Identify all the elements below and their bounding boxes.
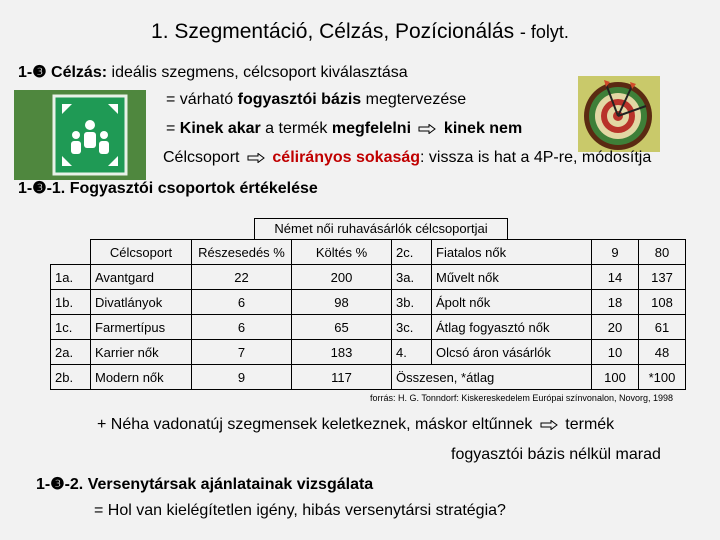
table-source: forrás: H. G. Tonndorf: Kiskereskedelem Európai színvonalon, Novorg, 1998 — [370, 393, 673, 403]
line4-highlight: célirányos sokaság — [272, 149, 421, 166]
table-cell-total: Összesen, *átlag — [392, 365, 592, 390]
table-cell: 200 — [292, 265, 392, 290]
table-cell: Divatlányok — [91, 290, 192, 315]
unmet-demand-line: = Hol van kielégítetlen igény, hibás versenytársi stratégia? — [94, 502, 506, 519]
table-cell: 2a. — [51, 340, 91, 365]
table-cell: Avantgard — [91, 265, 192, 290]
table-row — [51, 365, 686, 390]
table-row — [51, 340, 686, 365]
arrow-right-icon — [247, 153, 265, 163]
table-cell: 117 — [292, 365, 392, 390]
title-suffix: - folyt. — [519, 22, 569, 42]
table-cell: 61 — [639, 315, 686, 340]
table-cell: 3c. — [392, 315, 432, 340]
header-cell: Fiatalos nők — [432, 240, 592, 265]
line3-bold1: Kinek akar — [179, 120, 261, 137]
dartboard-target-image — [578, 76, 660, 152]
line4-post: : vissza is hat a 4P-re, módosítja — [420, 149, 652, 166]
table-cell: 183 — [292, 340, 392, 365]
slide-title — [0, 20, 720, 44]
table-cell: Modern nők — [91, 365, 192, 390]
table-title: Német női ruhavásárlók célcsoportjai — [254, 218, 508, 240]
table-cell: Karrier nők — [91, 340, 192, 365]
line3-mid: a termék — [260, 120, 332, 137]
table-cell: 100 — [592, 365, 639, 390]
arrow-right-icon — [418, 124, 436, 134]
header-cell — [51, 240, 91, 265]
table-cell: 1c. — [51, 315, 91, 340]
section-targeting — [18, 62, 408, 82]
table-cell: Olcsó áron vásárlók — [432, 340, 592, 365]
table-cell: 9 — [192, 365, 292, 390]
line4-pre: Célcsoport — [163, 149, 240, 166]
header-cell: Költés % — [292, 240, 392, 265]
table-cell: 1a. — [51, 265, 91, 290]
header-cell: Részesedés % — [192, 240, 292, 265]
section-label: Célzás: — [51, 64, 108, 81]
table-cell: 10 — [592, 340, 639, 365]
line2-post: megtervezése — [361, 91, 467, 108]
header-cell: 9 — [592, 240, 639, 265]
table-cell: 3a. — [392, 265, 432, 290]
header-cell: 2c. — [392, 240, 432, 265]
section-number: 1-❸ — [18, 64, 47, 81]
table-header-row — [51, 240, 686, 265]
line6-text: + Néha vadonatúj szegmensek keletkeznek, máskor eltűnnek — [97, 416, 533, 433]
line3-bold2: megfelelni — [331, 120, 412, 137]
line6-product: termék — [565, 416, 615, 433]
table-cell: 48 — [639, 340, 686, 365]
table-cell: 3b. — [392, 290, 432, 315]
table-cell: 137 — [639, 265, 686, 290]
line3-pre: = — [166, 120, 180, 137]
table-cell: 98 — [292, 290, 392, 315]
target-group-line — [163, 149, 651, 167]
table-cell: 65 — [292, 315, 392, 340]
no-consumer-base-line: fogyasztói bázis nélkül marad — [451, 446, 661, 463]
subsection-consumer-groups: 1-❸-1. Fogyasztói csoportok értékelése — [18, 180, 318, 197]
table-cell: 6 — [192, 290, 292, 315]
table-cell: 7 — [192, 340, 292, 365]
table-cell: 14 — [592, 265, 639, 290]
table-cell: Farmertípus — [91, 315, 192, 340]
table-cell: Átlag fogyasztó nők — [432, 315, 592, 340]
table-cell: 18 — [592, 290, 639, 315]
table-cell: 108 — [639, 290, 686, 315]
table-cell: 4. — [392, 340, 432, 365]
title-main: 1. Szegmentáció, Célzás, Pozícionálás — [151, 20, 515, 43]
table-cell: 20 — [592, 315, 639, 340]
table-cell: 22 — [192, 265, 292, 290]
target-groups-table — [50, 239, 686, 390]
table-row — [51, 315, 686, 340]
arrow-right-icon — [540, 420, 558, 430]
table-cell: Művelt nők — [432, 265, 592, 290]
expected-consumer-base-line — [166, 91, 466, 109]
section-text: ideális szegmens, célcsoport kiválasztása — [107, 64, 408, 81]
table-cell: *100 — [639, 365, 686, 390]
table-cell: 6 — [192, 315, 292, 340]
table-row — [51, 265, 686, 290]
line3-bold3: kinek nem — [443, 120, 523, 137]
table-row — [51, 290, 686, 315]
assembly-point-sign-image — [14, 90, 146, 180]
header-cell: Célcsoport — [91, 240, 192, 265]
new-segments-line — [97, 416, 614, 434]
table-cell: 2b. — [51, 365, 91, 390]
table-cell: Ápolt nők — [432, 290, 592, 315]
line2-pre: = várható — [166, 91, 238, 108]
table-cell: 1b. — [51, 290, 91, 315]
line2-bold: fogyasztói bázis — [237, 91, 362, 108]
header-cell: 80 — [639, 240, 686, 265]
who-to-serve-line — [166, 120, 522, 138]
subsection-competitors: 1-❸-2. Versenytársak ajánlatainak vizsgálata — [36, 476, 374, 493]
